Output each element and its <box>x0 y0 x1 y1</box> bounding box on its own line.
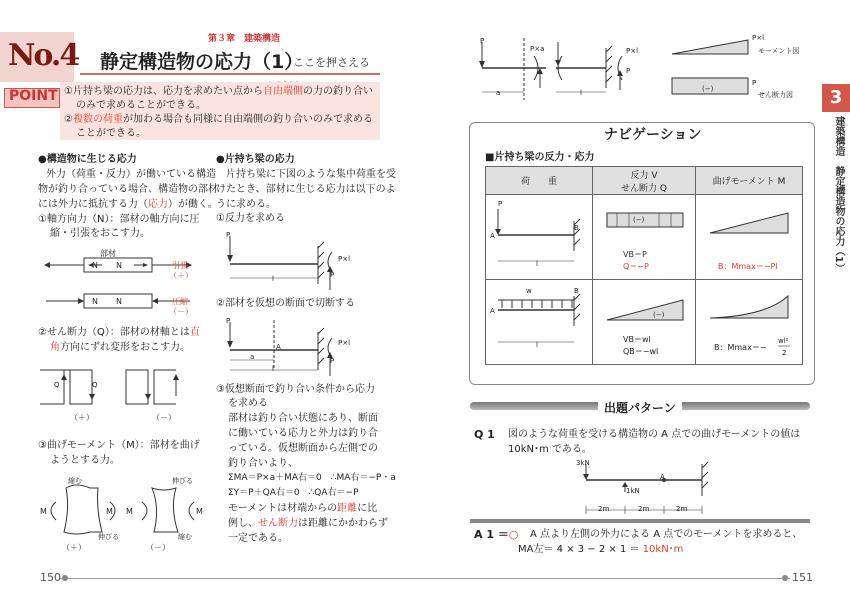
heading-cantilever: ●片持ち梁の応力 <box>216 154 295 165</box>
table-row <box>486 195 803 280</box>
shear-diagram-label: せん断力図 <box>758 91 793 99</box>
answer-equation: MA左＝ 4 × 3 − 2 × 1 ＝ 10kN･m <box>518 544 684 555</box>
point-a: A <box>660 473 665 481</box>
table-header-row <box>486 167 803 195</box>
point-label: POINT <box>9 88 58 104</box>
page-subtitle: ここを押さえる <box>293 56 370 69</box>
a-label: a <box>496 89 501 97</box>
a-length-label: a <box>250 353 255 361</box>
p-label: P <box>226 317 231 325</box>
para-line: には外力に抵抗する力（応力）が働く。 <box>38 199 218 210</box>
pxl-label: P×l <box>338 255 351 263</box>
pxl-label: P×l <box>338 339 351 347</box>
question-text: 図のような荷重を受ける構造物の A 点での曲げモーメントの値は <box>508 429 801 440</box>
header-shear: 反力 V せん断力 Q <box>593 167 696 195</box>
footer-line <box>60 578 790 579</box>
a-point-label: A <box>276 343 281 351</box>
page-number-right: 151 <box>792 571 813 584</box>
row1-v: VB＝P <box>623 250 647 259</box>
item-shear-cont: 角方向にずれ変形をおこす力。 <box>50 342 190 353</box>
shear-force-diagram <box>40 364 200 410</box>
step-2: ②部材を仮想の断面で切断する <box>216 298 355 309</box>
item-shear: ②せん断力（Q）：部材の材軸とは直 <box>38 327 200 338</box>
row1-m: B：Mmax＝−Pl <box>718 262 778 271</box>
compression-label: 圧縮 <box>172 297 188 306</box>
m-label: M <box>196 507 203 516</box>
page-number-left: 150 <box>40 571 61 584</box>
step-3: ③仮想断面で釣り合い条件から応力 <box>216 384 375 395</box>
buzai-label: 部材 <box>100 249 116 258</box>
row1-q: Q＝−P <box>623 262 649 271</box>
answer-divider <box>470 519 810 523</box>
body-line: 釣り合いより、 <box>228 458 298 469</box>
para-line: 外力（荷重・反力）が働いている構造 <box>46 169 216 180</box>
load-cell: P A B l <box>486 195 593 280</box>
l-label: l <box>580 89 582 97</box>
point-line-2: のみで求めることができる。 <box>76 100 206 111</box>
answer-text: A 点より左側の外力による A 点でのモーメントを求めると、 <box>530 529 803 540</box>
n-label: N <box>116 297 122 306</box>
body-line: モーメントは材端からの距離に比 <box>228 503 378 514</box>
row2-q: QB＝−wl <box>623 347 659 356</box>
load-1kn: 1kN <box>626 487 640 495</box>
body-line: に働いている応力と外力は釣り合 <box>228 428 378 439</box>
point-line-4: ことができる。 <box>76 128 146 139</box>
moment-minus: （－） <box>146 543 170 552</box>
section-number: No.4 <box>8 38 79 73</box>
point-line-3: ②複数の荷重が加わる場合も同様に自由端側の釣り合いのみで求める <box>64 114 373 125</box>
pxl-label: P×l <box>752 34 765 42</box>
l-label: l <box>272 275 274 283</box>
step-3-cont: を求める <box>228 398 268 409</box>
m-label: M <box>40 507 47 516</box>
moment-cell <box>696 195 803 280</box>
p-label: P <box>330 357 335 365</box>
footer-dot <box>62 575 68 581</box>
chapter-label: 第３章 建築構造 <box>208 34 281 44</box>
navigation-subtitle: ■片持ち梁の反力・応力 <box>485 152 595 163</box>
shear-cell: (−) VB＝wl QB＝−wl <box>593 280 696 365</box>
n-label: N <box>116 261 122 270</box>
n-label: N <box>92 261 98 270</box>
row2-m: B：Mmax＝− <box>714 343 767 352</box>
footer-dot <box>782 575 788 581</box>
tension-sign: （＋） <box>169 271 193 280</box>
stretch-label: 伸びる <box>98 533 119 541</box>
item-moment-cont: ようとする力。 <box>50 455 120 466</box>
answer-label: A 1 ＝○ <box>474 528 519 541</box>
q-label: Q <box>92 381 98 389</box>
para-line: 片持ち梁に下図のような集中荷重を受 <box>226 169 396 180</box>
item-axial-cont: 縮・引張をおこす力。 <box>50 228 150 239</box>
moment-cell: B：Mmax＝− wl² 2 <box>696 280 803 365</box>
chapter-tab: 3 <box>822 84 850 112</box>
shear-minus: （－） <box>152 413 176 422</box>
shear-plus: （＋） <box>70 413 94 422</box>
equation-moment: ΣMA＝P×a＋MA右＝0 ∴MA右＝−P・a <box>228 473 396 483</box>
shrink-label: 縮む <box>68 477 82 485</box>
pxa-label: P×a <box>530 45 545 53</box>
p-label: P <box>226 231 231 239</box>
para-line: けたとき、部材に生じる応力は以下のよ <box>216 184 396 195</box>
body-line: っている。仮想断面から左側での <box>228 443 378 454</box>
heading-stress: ●構造物に生じる応力 <box>38 154 137 165</box>
m-label: M <box>106 507 113 516</box>
step-1: ①反力を求める <box>216 213 285 224</box>
q-label: Q <box>54 381 60 389</box>
question-text-cont: 10kN･m である。 <box>508 444 592 455</box>
point-line-1: ①片持ち梁の応力は、応力を求めたい点から自由端側の力の釣り合い <box>64 86 373 97</box>
dist-3: 2m <box>676 505 688 513</box>
tension-label: 引張 <box>172 261 188 270</box>
equation-shear: ΣY＝P＋QA右＝0 ∴QA右＝−P <box>228 488 359 498</box>
header-moment: 曲げモーメント M <box>696 167 803 195</box>
p-label: P <box>480 37 485 45</box>
shear-cell: (−) VB＝P Q＝−P <box>593 195 696 280</box>
minus-label: (−) <box>702 85 714 93</box>
pxl-label: P×l <box>626 47 639 55</box>
body-line: 一定である。 <box>228 533 288 544</box>
shrink-label: 縮む <box>178 533 192 541</box>
header-load: 荷 重 <box>486 167 593 195</box>
row2-v: VB＝wl <box>623 335 651 344</box>
moment-plus: （＋） <box>62 543 86 552</box>
compression-sign: （－） <box>169 307 193 316</box>
pattern-title: 出題パターン <box>598 399 682 416</box>
table-row <box>486 280 803 365</box>
load-cell: w A B l <box>486 280 593 365</box>
p-label: P <box>752 79 757 87</box>
page-title: 静定構造物の応力（1） <box>100 51 304 73</box>
para-line: うに求める。 <box>216 199 276 210</box>
side-section-title: 建築構造 静定構造物の応力（1） <box>833 116 844 273</box>
item-axial: ①軸方向力（N）：部材の軸方向に圧 <box>38 214 200 225</box>
question-label: Q 1 <box>474 428 495 441</box>
n-label: N <box>92 297 98 306</box>
para-line: 物が釣り合っている場合、構造物の部材 <box>38 184 218 195</box>
navigation-table <box>485 166 803 365</box>
dist-2: 2m <box>638 505 650 513</box>
p-label: P <box>626 67 631 75</box>
p-label: P <box>330 271 335 279</box>
dist-1: 2m <box>598 505 610 513</box>
item-moment: ③曲げモーメント（M）：部材を曲げ <box>38 440 200 451</box>
m-label: M <box>126 507 133 516</box>
l-label: l <box>272 365 274 373</box>
stretch-label: 伸びる <box>172 477 193 485</box>
navigation-title: ナビゲーション <box>598 124 707 144</box>
load-3kn: 3kN <box>576 459 590 467</box>
body-line: 例し、せん断力は距離にかかわらず <box>228 518 388 529</box>
body-line: 部材は釣り合い状態にあり、断面 <box>228 413 378 424</box>
moment-diagram-label: モーメント図 <box>758 47 800 55</box>
